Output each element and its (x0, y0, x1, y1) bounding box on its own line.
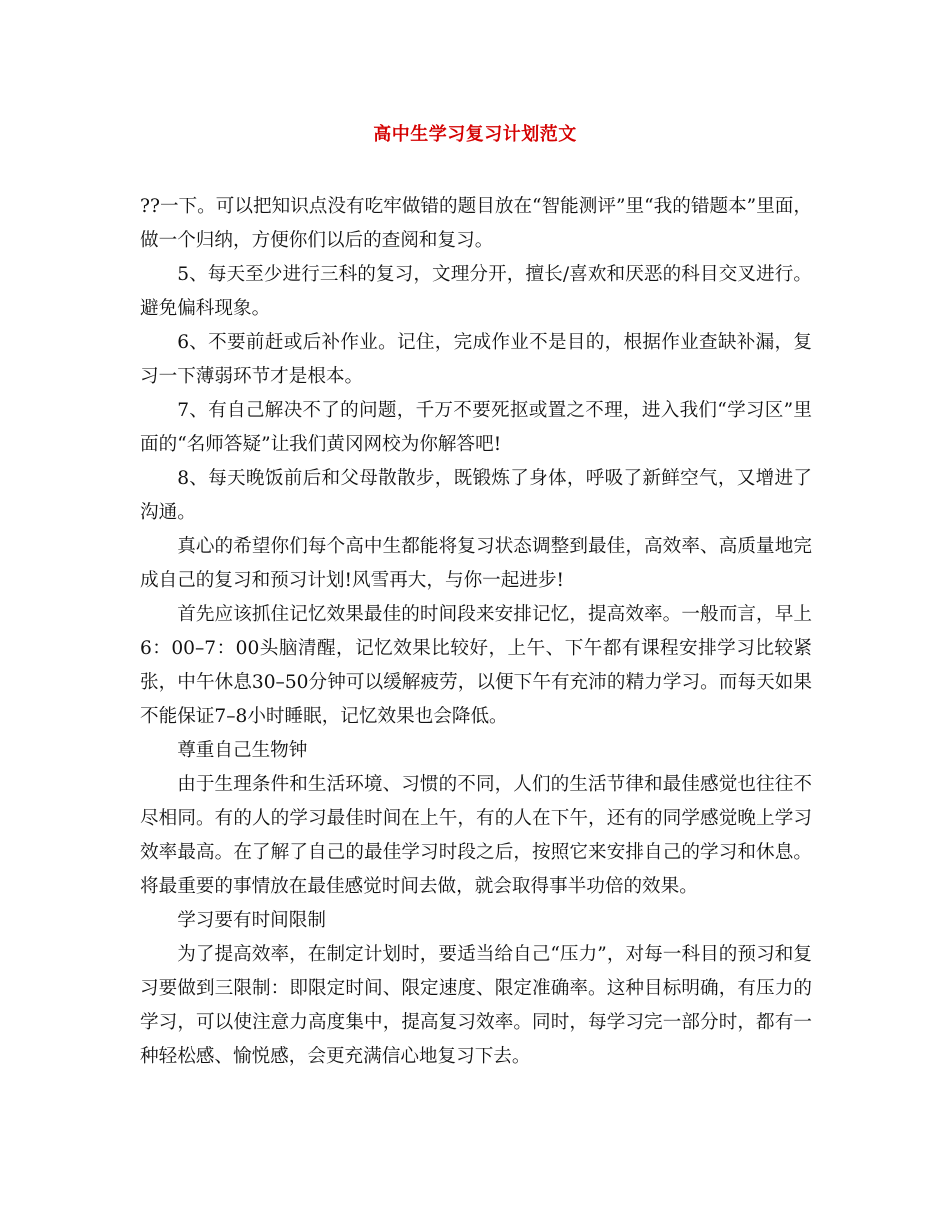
section-heading-biological-clock: 尊重自己生物钟 (177, 740, 308, 761)
paragraph-7: 首先应该抓住记忆效果最佳的时间段来安排记忆，提高效率。一般而言，早上6：00–7：00头脑清醒，记忆效果比较好，上午、下午都有课程安排学习比较紧张，中午休息30–50分钟可以缓解疲劳，以便下午有充沛的精力学习。而每天如果不能保证7–8小时睡眠，记忆效果也会降低。 (140, 604, 812, 727)
paragraph-5: 8、每天晚饭前后和父母散散步，既锻炼了身体，呼吸了新鲜空气，又增进了沟通。 (140, 468, 812, 523)
paragraph-1: ??一下。可以把知识点没有吃牢做错的题目放在“智能测评”里“我的错题本”里面，做一个归纳，方便你们以后的查阅和复习。 (140, 196, 812, 251)
document-title: 高中生学习复习计划范文 (373, 124, 577, 145)
paragraph-6: 真心的希望你们每个高中生都能将复习状态调整到最佳，高效率、高质量地完成自己的复习和预习计划!风雪再大，与你一起进步! (140, 536, 812, 591)
section-heading-time-limit: 学习要有时间限制 (177, 910, 326, 931)
paragraph-2: 5、每天至少进行三科的复习，文理分开，擅长/喜欢和厌恶的科目交叉进行。避免偏科现象。 (140, 264, 812, 319)
paragraph-3: 6、不要前赶或后补作业。记住，完成作业不是目的，根据作业查缺补漏，复习一下薄弱环节才是根本。 (140, 332, 812, 387)
paragraph-4: 7、有自己解决不了的问题，千万不要死抠或置之不理，进入我们“学习区”里面的“名师答疑”让我们黄冈网校为你解答吧! (140, 400, 812, 455)
paragraph-9: 为了提高效率，在制定计划时，要适当给自己“压力”，对每一科目的预习和复习要做到三限制：即限定时间、限定速度、限定准确率。这种目标明确，有压力的学习，可以使注意力高度集中，提高复习效率。同时，每学习完一部分时，都有一种轻松感、愉悦感，会更充满信心地复习下去。 (140, 944, 812, 1067)
paragraph-8: 由于生理条件和生活环境、习惯的不同，人们的生活节律和最佳感觉也往往不尽相同。有的人的学习最佳时间在上午，有的人在下午，还有的同学感觉晚上学习效率最高。在了解了自己的最佳学习时段之后，按照它来安排自己的学习和休息。将最重要的事情放在最佳感觉时间去做，就会取得事半功倍的效果。 (140, 774, 812, 897)
document-body (140, 190, 812, 1074)
